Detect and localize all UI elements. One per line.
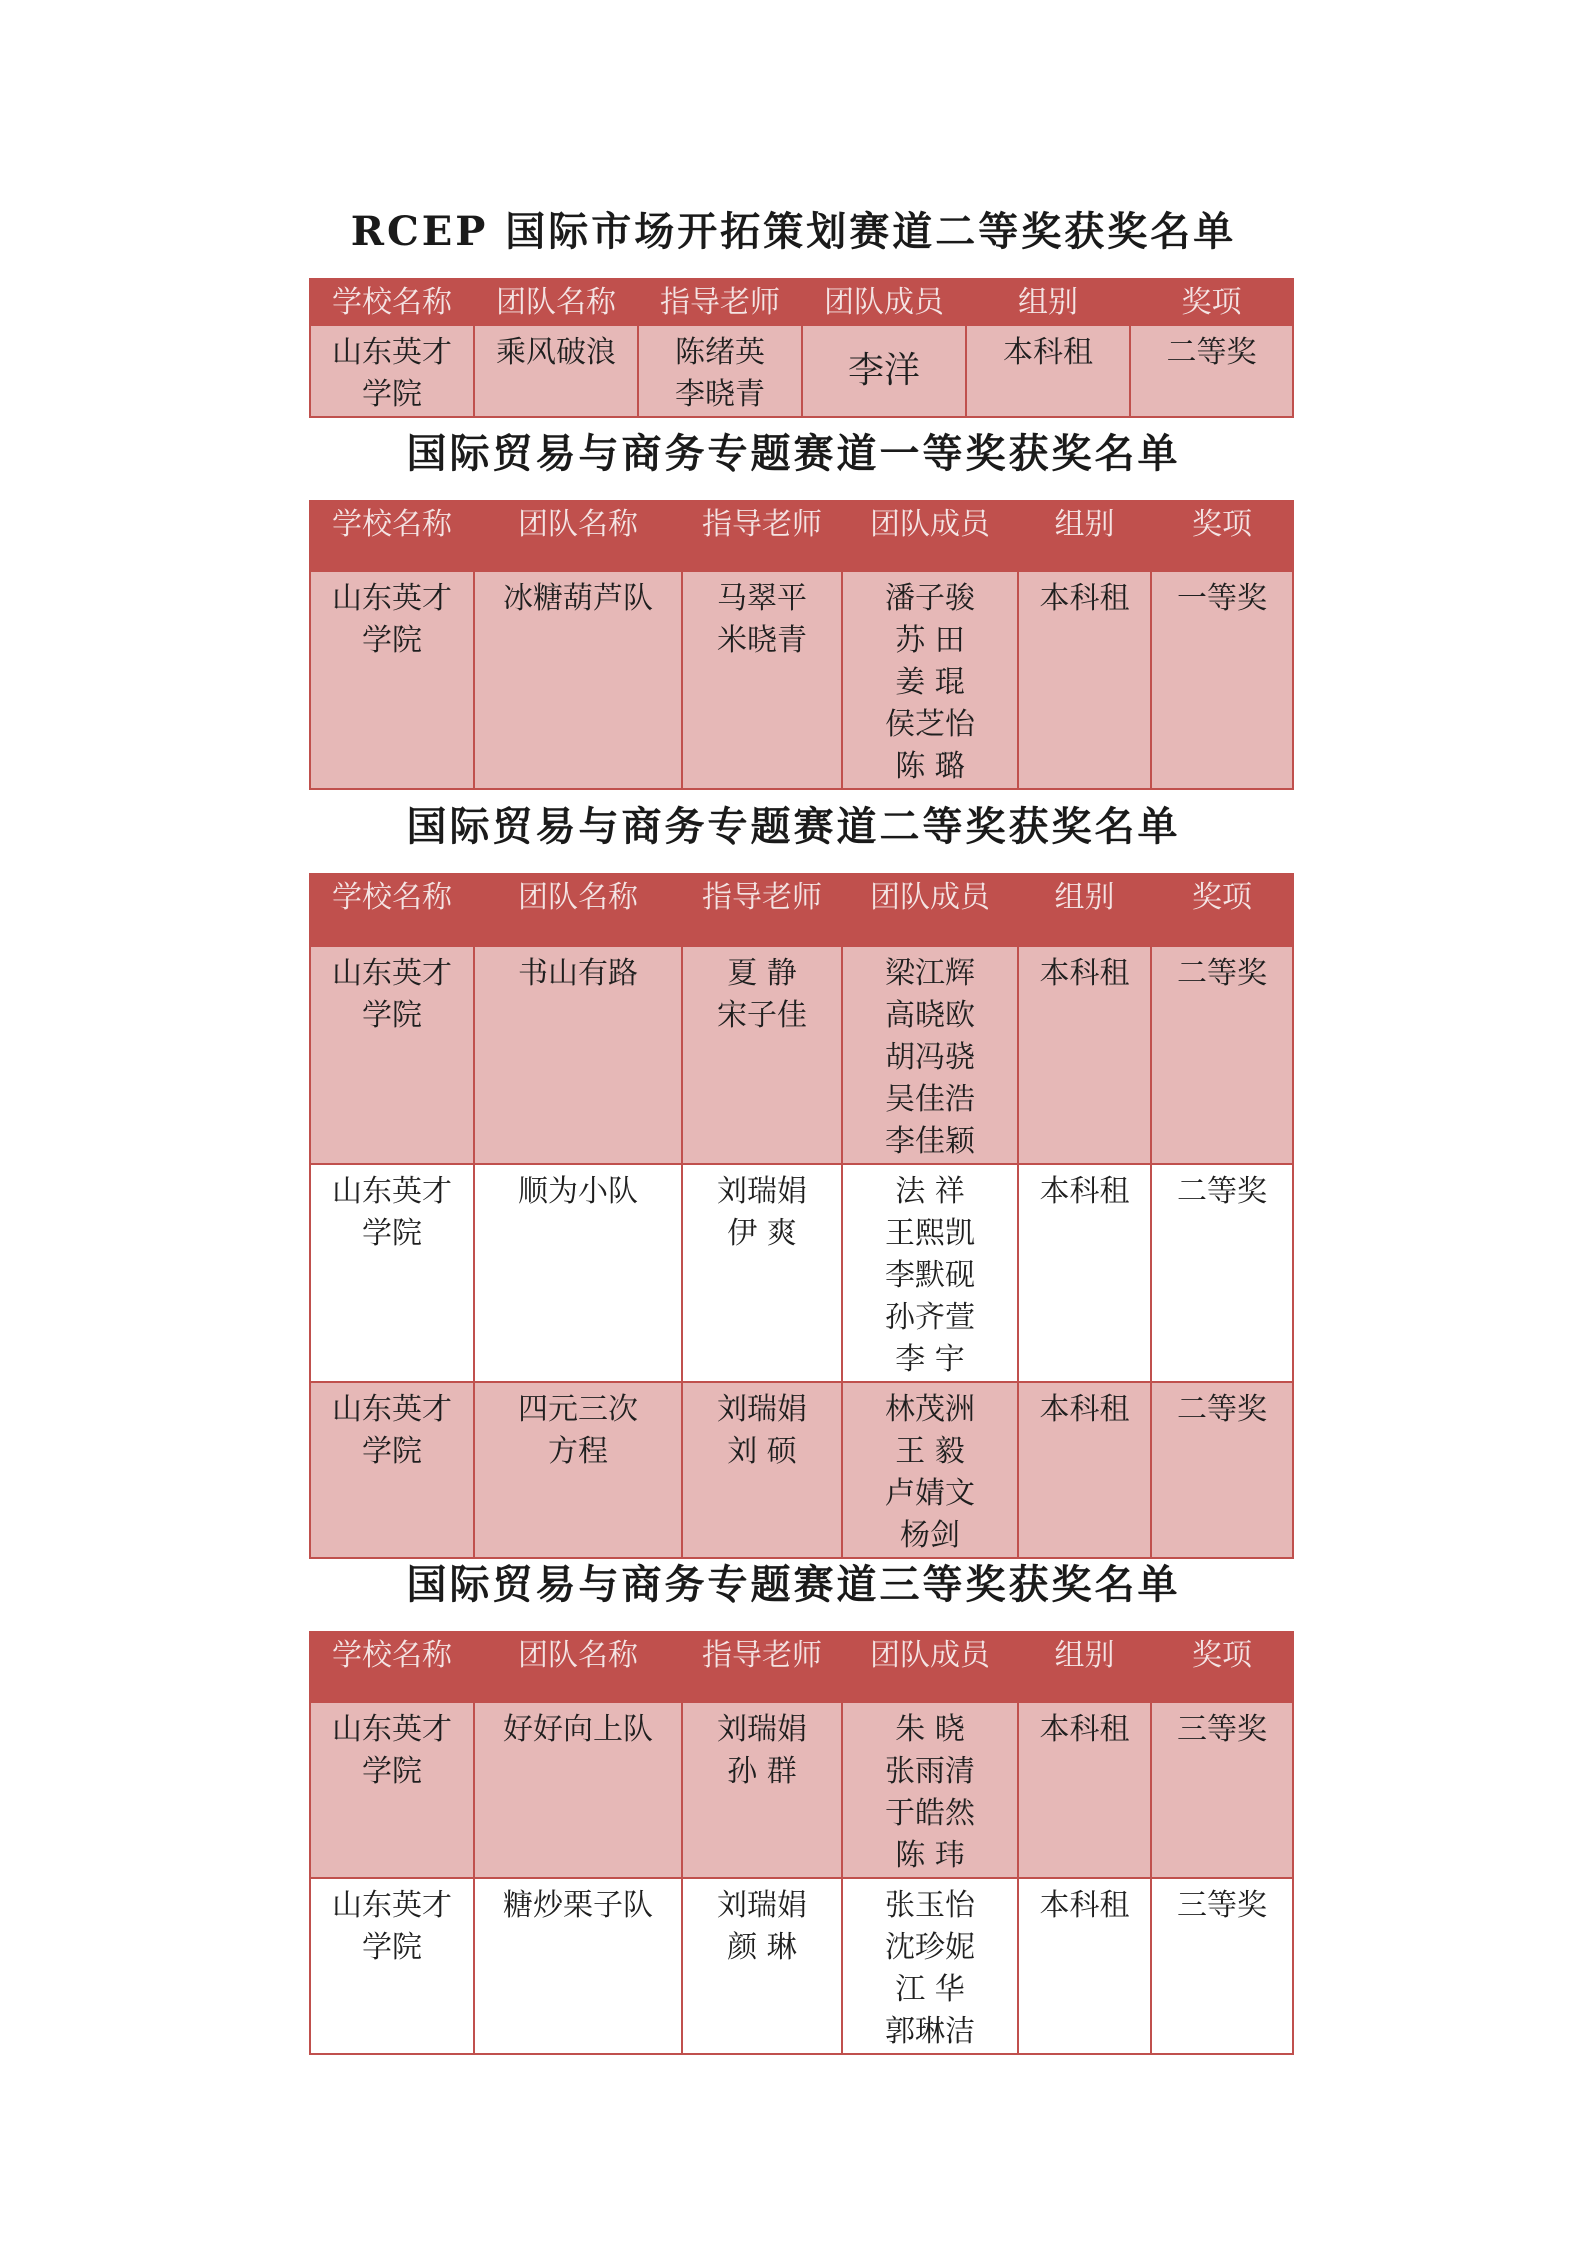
team-cell: 四元三次 方程: [474, 1382, 682, 1558]
group-cell: 本科租: [1018, 1878, 1151, 2054]
header-advisor: 指导老师: [638, 279, 802, 325]
school-cell: 山东英才 学院: [310, 1164, 474, 1382]
table-row: [310, 1382, 1293, 1558]
award-cell: 二等奖: [1151, 946, 1293, 1164]
team-cell: 冰糖葫芦队: [474, 571, 682, 789]
school-cell: 山东英才 学院: [310, 325, 474, 417]
advisor-cell: 马翠平 米晓青: [682, 571, 842, 789]
advisor-cell: 刘瑞娟 颜 琳: [682, 1878, 842, 2054]
members-cell: 林茂洲 王 毅 卢婧文 杨剑: [842, 1382, 1018, 1558]
award-table-3: [309, 873, 1294, 1559]
members-cell: 梁江辉 高晓欧 胡冯骁 吴佳浩 李佳颖: [842, 946, 1018, 1164]
header-team: 团队名称: [474, 874, 682, 946]
header-members: 团队成员: [802, 279, 966, 325]
section-title-3: 国际贸易与商务专题赛道二等奖获奖名单: [406, 803, 1181, 850]
award-table-4: [309, 1631, 1294, 2055]
award-cell: 二等奖: [1151, 1164, 1293, 1382]
header-advisor: 指导老师: [682, 874, 842, 946]
header-group: 组别: [1018, 874, 1151, 946]
team-cell: 乘风破浪: [474, 325, 638, 417]
team-cell: 好好向上队: [474, 1702, 682, 1878]
award-table-2: [309, 500, 1294, 790]
header-award: 奖项: [1151, 1632, 1293, 1702]
header-school: 学校名称: [310, 501, 474, 571]
school-cell: 山东英才 学院: [310, 1702, 474, 1878]
advisor-cell: 陈绪英 李晓青: [638, 325, 802, 417]
table-row: [310, 325, 1293, 417]
group-cell: 本科租: [1018, 946, 1151, 1164]
award-cell: 三等奖: [1151, 1878, 1293, 2054]
advisor-cell: 刘瑞娟 孙 群: [682, 1702, 842, 1878]
members-cell: 张玉怡 沈珍妮 江 华 郭琳洁: [842, 1878, 1018, 2054]
header-school: 学校名称: [310, 1632, 474, 1702]
header-team: 团队名称: [474, 279, 638, 325]
header-group: 组别: [1018, 1632, 1151, 1702]
header-award: 奖项: [1151, 874, 1293, 946]
table-row: [310, 946, 1293, 1164]
header-members: 团队成员: [842, 501, 1018, 571]
header-award: 奖项: [1151, 501, 1293, 571]
section-title-1: RCEP 国际市场开拓策划赛道二等奖获奖名单: [350, 208, 1237, 255]
award-cell: 二等奖: [1130, 325, 1293, 417]
members-cell: 法 祥 王熙凯 李默砚 孙齐萱 李 宇: [842, 1164, 1018, 1382]
members-cell: 朱 晓 张雨清 于皓然 陈 玮: [842, 1702, 1018, 1878]
section-title-2: 国际贸易与商务专题赛道一等奖获奖名单: [406, 430, 1181, 477]
members-cell: 李洋: [802, 325, 966, 417]
award-cell: 三等奖: [1151, 1702, 1293, 1878]
header-group: 组别: [1018, 501, 1151, 571]
header-advisor: 指导老师: [682, 501, 842, 571]
table-row: [310, 1878, 1293, 2054]
section-title-4: 国际贸易与商务专题赛道三等奖获奖名单: [406, 1561, 1181, 1608]
header-school: 学校名称: [310, 279, 474, 325]
header-members: 团队成员: [842, 1632, 1018, 1702]
group-cell: 本科租: [1018, 1702, 1151, 1878]
school-cell: 山东英才 学院: [310, 946, 474, 1164]
members-cell: 潘子骏 苏 田 姜 琨 侯芝怡 陈 璐: [842, 571, 1018, 789]
header-award: 奖项: [1130, 279, 1293, 325]
header-group: 组别: [966, 279, 1130, 325]
school-cell: 山东英才 学院: [310, 1382, 474, 1558]
header-advisor: 指导老师: [682, 1632, 842, 1702]
team-cell: 书山有路: [474, 946, 682, 1164]
award-cell: 一等奖: [1151, 571, 1293, 789]
group-cell: 本科租: [1018, 1164, 1151, 1382]
group-cell: 本科租: [966, 325, 1130, 417]
header-school: 学校名称: [310, 874, 474, 946]
award-cell: 二等奖: [1151, 1382, 1293, 1558]
group-cell: 本科租: [1018, 571, 1151, 789]
school-cell: 山东英才 学院: [310, 1878, 474, 2054]
school-cell: 山东英才 学院: [310, 571, 474, 789]
award-table-1: [309, 278, 1294, 418]
advisor-cell: 夏 静 宋子佳: [682, 946, 842, 1164]
table-row: [310, 571, 1293, 789]
team-cell: 顺为小队: [474, 1164, 682, 1382]
table-row: [310, 1702, 1293, 1878]
advisor-cell: 刘瑞娟 刘 硕: [682, 1382, 842, 1558]
header-team: 团队名称: [474, 501, 682, 571]
team-cell: 糖炒栗子队: [474, 1878, 682, 2054]
header-team: 团队名称: [474, 1632, 682, 1702]
header-members: 团队成员: [842, 874, 1018, 946]
advisor-cell: 刘瑞娟 伊 爽: [682, 1164, 842, 1382]
table-row: [310, 1164, 1293, 1382]
group-cell: 本科租: [1018, 1382, 1151, 1558]
